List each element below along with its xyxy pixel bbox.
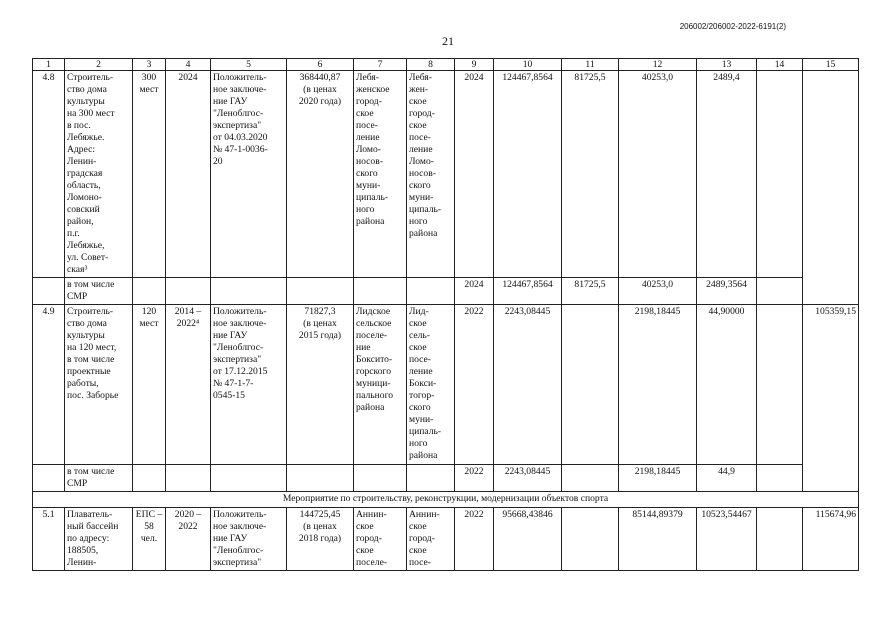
cell-line: город-	[409, 533, 435, 544]
cell-line: поселе-	[356, 330, 388, 341]
cell-line: ское	[409, 120, 427, 131]
cell-line: ление	[409, 366, 433, 377]
cell-line: поселе-	[356, 557, 388, 568]
cell-line: (в ценах	[303, 84, 337, 95]
cell-line: муници-	[356, 378, 391, 389]
cell-line: градская	[67, 168, 103, 179]
cell-line: муни-	[409, 192, 434, 203]
cell-line: 120	[141, 306, 157, 317]
cell-line: Строитель-	[67, 306, 114, 317]
customer	[354, 278, 407, 305]
cell-line: ское	[409, 342, 427, 353]
cell-line: 58 чел.	[140, 521, 158, 544]
cell-line: ние ГАУ	[213, 330, 248, 341]
municipality	[407, 278, 455, 305]
cell-line: на 120 мест,	[67, 342, 117, 353]
cell-line: района	[409, 450, 438, 461]
cell-line: экспертиза"	[213, 354, 262, 365]
cell-line: Лидское	[356, 306, 391, 317]
cell-line: город-	[409, 108, 435, 119]
local: 44,90000	[697, 305, 757, 465]
cell-line: ный бассейн	[67, 521, 119, 532]
period	[166, 508, 211, 571]
cell-line: жен-	[409, 84, 429, 95]
cell-line: посе-	[409, 132, 431, 143]
col14	[757, 71, 803, 278]
cell-line: Плаватель-	[67, 509, 113, 520]
cell-line: Ломо-	[409, 156, 434, 167]
cell-line: 2014 –	[174, 306, 202, 317]
cell-line: ние	[356, 342, 371, 353]
col-header: 8	[407, 59, 455, 71]
table-row	[33, 305, 859, 465]
cell-line: Аннин-	[409, 509, 440, 520]
cell-line: ство дома	[67, 84, 107, 95]
cell-line: носов-	[356, 156, 383, 167]
total: 95668,43846	[494, 508, 562, 571]
col14	[757, 305, 803, 465]
cell-line: Лебя-	[409, 72, 432, 83]
object-name	[65, 465, 133, 492]
cell-line: Ломоно-	[67, 192, 102, 203]
cell-line: ное заключе-	[213, 84, 267, 95]
cell-line: п.г.	[67, 228, 80, 239]
cell-line: "Леноблгос-	[213, 342, 264, 353]
cell-line: (в ценах	[303, 318, 337, 329]
col14	[757, 508, 803, 571]
regional: 40253,0	[619, 71, 697, 278]
cell-line: ское	[356, 521, 374, 532]
col-header: 1	[33, 59, 65, 71]
table-row	[33, 278, 859, 305]
estimated-cost	[287, 305, 354, 465]
cell-line: ское	[356, 108, 374, 119]
customer	[354, 465, 407, 492]
total: 2243,08445	[494, 465, 562, 492]
cell-line: района	[356, 402, 385, 413]
page-number: 21	[442, 34, 454, 48]
cell-line: ского	[356, 168, 378, 179]
period	[166, 278, 211, 305]
cell-line: ская³	[67, 264, 88, 275]
cell-line: 71827,3	[304, 306, 336, 317]
cell-line: Положитель-	[213, 509, 267, 520]
year: 2022	[455, 465, 494, 492]
cell-line: от 04.03.2020	[213, 132, 268, 143]
col-header: 11	[562, 59, 619, 71]
cell-line: горского	[356, 366, 392, 377]
object-name	[65, 508, 133, 571]
cell-line: муни-	[409, 414, 434, 425]
cell-line: 2015 года)	[298, 330, 342, 341]
cell-line: по адресу:	[67, 533, 110, 544]
cell-line: культуры	[67, 96, 105, 107]
expertise	[211, 508, 287, 571]
period	[166, 465, 211, 492]
cell-line: ского	[409, 402, 431, 413]
federal	[562, 465, 619, 492]
program-table	[32, 58, 859, 571]
cell-line: 2020 года)	[298, 96, 342, 107]
year: 2024	[455, 71, 494, 278]
cell-line: носов-	[409, 168, 436, 179]
capacity	[133, 508, 166, 571]
cell-line: района	[409, 228, 438, 239]
municipality	[407, 71, 455, 278]
cell-line: Аннин-	[356, 509, 387, 520]
item-number	[33, 278, 65, 305]
regional: 40253,0	[619, 278, 697, 305]
cell-line: в пос.	[67, 120, 91, 131]
cell-line: 0545-15	[213, 390, 245, 401]
federal	[562, 508, 619, 571]
cell-line: ное заключе-	[213, 521, 267, 532]
column-number-row	[33, 59, 859, 71]
section-title: Мероприятие по строительству, реконструкции, модернизации объектов спорта	[33, 492, 859, 508]
expertise	[211, 305, 287, 465]
cell-line: "Леноблгос-	[213, 108, 264, 119]
col-header: 15	[803, 59, 859, 71]
capacity	[133, 71, 166, 278]
table-row	[33, 71, 859, 278]
cell-line: ние ГАУ	[213, 533, 248, 544]
period: 2024	[166, 71, 211, 278]
municipality	[407, 465, 455, 492]
section-row	[33, 492, 859, 508]
regional: 2198,18445	[619, 465, 697, 492]
table-row	[33, 508, 859, 571]
cell-line: ул. Совет-	[67, 252, 109, 263]
expertise	[211, 278, 287, 305]
total: 2243,08445	[494, 305, 562, 465]
local: 10523,54467	[697, 508, 757, 571]
capacity	[133, 465, 166, 492]
year: 2022	[455, 305, 494, 465]
cell-line: муни-	[356, 180, 381, 191]
cell-line: ское	[356, 545, 374, 556]
cell-line: совский	[67, 204, 100, 215]
col-header: 7	[354, 59, 407, 71]
expertise	[211, 71, 287, 278]
cell-line: работы,	[67, 378, 99, 389]
object-name	[65, 278, 133, 305]
customer	[354, 508, 407, 571]
cell-line: № 47-1-0036-	[213, 144, 268, 155]
cell-line: 20	[213, 156, 223, 167]
cell-line: Ленин-	[67, 557, 97, 568]
estimated-cost	[287, 71, 354, 278]
municipality	[407, 305, 455, 465]
cell-line: № 47-1-7-	[213, 378, 254, 389]
cell-line: мест	[139, 318, 159, 329]
col14	[757, 278, 803, 305]
cell-line: сель-	[409, 330, 430, 341]
capacity	[133, 278, 166, 305]
cell-line: город-	[356, 533, 382, 544]
local: 2489,3564	[697, 278, 757, 305]
local: 44,9	[697, 465, 757, 492]
col-header: 13	[697, 59, 757, 71]
col-header: 14	[757, 59, 803, 71]
period	[166, 305, 211, 465]
cell-line: "Леноблгос-	[213, 545, 264, 556]
cell-line: ного	[356, 204, 375, 215]
cell-line: культуры	[67, 330, 105, 341]
cell-line: женское	[356, 84, 390, 95]
customer	[354, 305, 407, 465]
col15	[803, 71, 859, 305]
cell-line: посе-	[409, 354, 431, 365]
item-number: 4.8	[33, 71, 65, 278]
cell-line: экспертиза"	[213, 120, 262, 131]
cell-line: ского	[409, 180, 431, 191]
col-header: 3	[133, 59, 166, 71]
col-header: 4	[166, 59, 211, 71]
cell-line: 2020 –	[174, 509, 202, 520]
cell-line: ление	[356, 132, 380, 143]
local: 2489,4	[697, 71, 757, 278]
cell-line: района	[356, 216, 385, 227]
col15: 115674,96	[803, 508, 859, 571]
col-header: 9	[455, 59, 494, 71]
cell-line: сельское	[356, 318, 392, 329]
federal	[562, 305, 619, 465]
cell-line: Ломо-	[356, 144, 381, 155]
cell-line: ципаль-	[356, 192, 389, 203]
expertise	[211, 465, 287, 492]
cell-line: (в ценах	[303, 521, 337, 532]
year: 2022	[455, 508, 494, 571]
cell-line: в том числе	[67, 354, 115, 365]
cell-line: Положитель-	[213, 72, 267, 83]
cell-line: Ленин-	[67, 156, 97, 167]
federal: 81725,5	[562, 71, 619, 278]
cell-line: ление	[409, 144, 433, 155]
col-header: 12	[619, 59, 697, 71]
cell-line: 2018 года)	[298, 533, 342, 544]
cell-line: 300	[141, 72, 157, 83]
year: 2024	[455, 278, 494, 305]
cell-line: Положитель-	[213, 306, 267, 317]
cell-line: ЕПС –	[135, 509, 163, 520]
cell-line: 188505,	[67, 545, 99, 556]
cell-line: тогор-	[409, 390, 435, 401]
cell-line: посе-	[356, 120, 378, 131]
item-number: 4.9	[33, 305, 65, 465]
regional: 2198,18445	[619, 305, 697, 465]
cell-line: СМР	[67, 291, 88, 302]
cell-line: Лид-	[409, 306, 429, 317]
total: 124467,8564	[494, 278, 562, 305]
table-row	[33, 465, 859, 492]
cell-line: пального	[356, 390, 394, 401]
cell-line: посе-	[409, 557, 431, 568]
cell-line: 2022	[178, 521, 198, 532]
cell-line: Лебяжье,	[67, 240, 105, 251]
cell-line: ское	[409, 521, 427, 532]
cell-line: пос. Заборье	[67, 390, 119, 401]
col15: 105359,15	[803, 305, 859, 492]
cell-line: ципаль-	[409, 204, 442, 215]
cell-line: 144725,45	[299, 509, 341, 520]
cell-line: область,	[67, 180, 101, 191]
cell-line: ние ГАУ	[213, 96, 248, 107]
document-number: 206002/206002-2022-6191(2)	[679, 22, 786, 31]
cell-line: проектные	[67, 366, 111, 377]
cell-line: ного	[409, 438, 428, 449]
cell-line: ское	[409, 318, 427, 329]
cell-line: в том числе	[67, 466, 115, 477]
cell-line: на 300 мест	[67, 108, 115, 119]
cell-line: ного	[409, 216, 428, 227]
cell-line: ное заключе-	[213, 318, 267, 329]
cell-line: 368440,87	[299, 72, 341, 83]
municipality	[407, 508, 455, 571]
item-number: 5.1	[33, 508, 65, 571]
cell-line: Строитель-	[67, 72, 114, 83]
cell-line: Лебя-	[356, 72, 379, 83]
federal: 81725,5	[562, 278, 619, 305]
cell-line: район,	[67, 216, 94, 227]
cell-line: ское	[409, 96, 427, 107]
customer	[354, 71, 407, 278]
item-number	[33, 465, 65, 492]
cell-line: город-	[356, 96, 382, 107]
cell-line: Бокси-	[409, 378, 437, 389]
cell-line: ство дома	[67, 318, 107, 329]
object-name	[65, 305, 133, 465]
cell-line: ципаль-	[409, 426, 442, 437]
cell-line: экспертиза"	[213, 557, 262, 568]
cell-line: 2022⁴	[176, 318, 200, 329]
cell-line: от 17.12.2015	[213, 366, 268, 377]
capacity	[133, 305, 166, 465]
estimated-cost	[287, 278, 354, 305]
cell-line: Лебяжье.	[67, 132, 105, 143]
col-header: 10	[494, 59, 562, 71]
total: 124467,8564	[494, 71, 562, 278]
col-header: 2	[65, 59, 133, 71]
estimated-cost	[287, 508, 354, 571]
col-header: 6	[287, 59, 354, 71]
col-header: 5	[211, 59, 287, 71]
cell-line: Боксито-	[356, 354, 393, 365]
estimated-cost	[287, 465, 354, 492]
regional: 85144,89379	[619, 508, 697, 571]
cell-line: в том числе	[67, 279, 115, 290]
col14	[757, 465, 803, 492]
cell-line: ское	[409, 545, 427, 556]
object-name	[65, 71, 133, 278]
cell-line: СМР	[67, 478, 88, 489]
cell-line: мест	[139, 84, 159, 95]
cell-line: Адрес:	[67, 144, 96, 155]
